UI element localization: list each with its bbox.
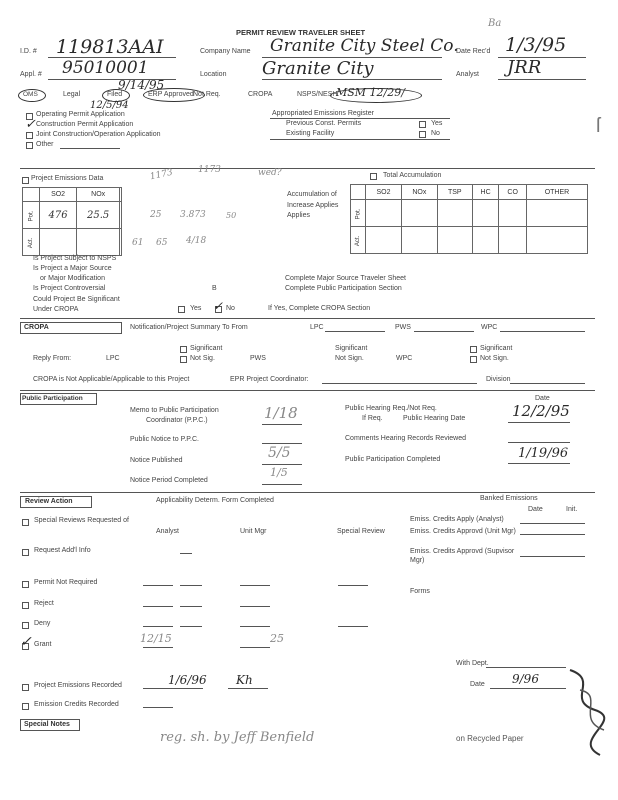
app-type-operating: Operating Permit Application (36, 111, 125, 118)
register-title: Appropriated Emissions Register (272, 110, 374, 117)
question-cropa: Could Project Be Significant Under CROPA (33, 296, 120, 313)
review-emiss-unit: Emiss. Credits Approvd (Unit Mgr) (410, 528, 516, 535)
app-type-joint: Joint Construction/Operation Application (36, 131, 161, 138)
review-grant-hw: 12/15 (140, 632, 172, 645)
review-date-2-value: 9/96 (512, 672, 539, 686)
cropa-lpc: LPC (310, 324, 324, 331)
cropa-not-sig: Not Sig. (190, 355, 215, 362)
form-title: PERMIT REVIEW TRAVELER SHEET (236, 28, 366, 37)
cropa-reply-wpc: WPC (396, 355, 413, 362)
appl-value: 95010001 (62, 58, 149, 78)
cropa-significant-1: Significant (190, 345, 223, 352)
analyst-label: Analyst (456, 71, 479, 78)
review-with-dept: With Dept. (456, 660, 489, 667)
top-right-mark: Ba (488, 18, 502, 29)
cropa-not-sign-1: Not Sign. (335, 355, 364, 362)
controversial-b: B (212, 285, 217, 292)
review-permit-not-req: Permit Not Required (34, 579, 98, 586)
location-value: Granite City (262, 58, 374, 79)
msm-value: MSM 12/29/ (336, 86, 405, 99)
cropa-summary: Notification/Project Summary To From (130, 324, 248, 331)
location-label: Location (200, 71, 227, 78)
cropa-pws: PWS (395, 324, 411, 331)
review-label: Review Action (25, 498, 73, 505)
filed-label: Filed (107, 91, 123, 98)
analyst-value: JRR (507, 57, 542, 78)
cropa-significant-2: Significant (335, 345, 368, 352)
major-result: Complete Major Source Traveler Sheet (285, 275, 406, 282)
filed-date-2: 12/5/94 (90, 100, 129, 111)
review-special-reviews: Special Reviews Requested of (34, 517, 129, 524)
appl-label: Appl. # (20, 71, 42, 78)
cropa-no: No (226, 305, 235, 312)
controversial-result: Complete Public Participation Section (285, 285, 402, 292)
hw-note-6: 65 (156, 238, 168, 248)
register-existing: Existing Facility (286, 130, 335, 137)
review-emiss-supv: Emiss. Credits Approvd (Supvisor Mgr) (410, 548, 515, 564)
review-reject: Reject (34, 600, 54, 607)
cropa-reply-pws: PWS (250, 355, 266, 362)
cropa-not-applicable: CROPA is Not Applicable/Applicable to this Project (33, 376, 190, 383)
review-deny: Deny (34, 620, 51, 627)
hw-note-1: 1173 (149, 167, 174, 183)
total-so2: SO2 (366, 185, 402, 200)
total-accum-label: Total Accumulation (383, 172, 442, 179)
pp-memo-hw: 1/18 (264, 404, 298, 422)
question-major-mod: or Major Modification (40, 275, 105, 282)
review-proj-emiss: Project Emissions Recorded (34, 682, 122, 689)
review-emiss-credits: Emission Credits Recorded (34, 701, 119, 708)
company-value: Granite City Steel Co. (270, 36, 459, 56)
review-date-label: Date (528, 506, 543, 513)
accum-note-1: Accumulation of (287, 191, 337, 198)
id-label: I.D. # (20, 48, 37, 55)
pp-label: Public Participation (22, 395, 83, 402)
cropa-division: Division (486, 376, 511, 383)
review-applicability: Applicability Determ. Form Completed (156, 497, 274, 504)
pp-period-hw: 1/5 (270, 466, 288, 479)
review-forms: Forms (410, 588, 430, 595)
hw-note-5: 50 (226, 211, 237, 220)
review-grant-hw-2: 25 (270, 632, 284, 645)
review-analyst: Analyst (156, 528, 179, 535)
question-controversial: Is Project Controversial (33, 285, 106, 292)
cropa-result: If Yes, Complete CROPA Section (268, 305, 371, 312)
cropa-not-sign-2: Not Sign. (480, 355, 509, 362)
legal-label: Legal (63, 91, 81, 98)
not-req: Not Req. (193, 91, 221, 98)
date-recd-label: Date Rec'd (456, 48, 491, 55)
cropa-significant-3: Significant (480, 345, 513, 352)
signature-scribble (560, 660, 610, 760)
pp-hearing-req: Public Hearing Req./Not Req. (345, 405, 437, 412)
review-banked: Banked Emissions (480, 495, 538, 502)
register-yes: Yes (431, 120, 443, 127)
total-act-label: Act. (355, 235, 361, 246)
app-type-construction: Construction Permit Application (36, 121, 134, 128)
total-co: CO (499, 185, 527, 200)
pp-date-label: Date (535, 395, 550, 402)
pp-completed: Public Participation Completed (345, 456, 441, 463)
project-emissions-label: Project Emissions Data (31, 175, 104, 182)
accum-note-3: Applies (287, 212, 310, 219)
app-type-other: Other (36, 141, 54, 148)
erp-approved: ERP Approved (148, 91, 194, 98)
hw-note-8: 4/18 (186, 236, 207, 246)
review-request-info: Request Add'l Info (34, 547, 91, 554)
question-nsps: Is Project Subject to NSPS (33, 255, 117, 262)
pot-so2: 476 (40, 202, 77, 229)
hw-note-2: wed? (258, 168, 282, 178)
pp-date-value: 12/2/95 (512, 402, 570, 420)
id-value: 119813AAI (56, 36, 164, 58)
pp-if-req: If Req. (362, 415, 383, 422)
pollutant-nox: NOx (77, 188, 120, 202)
pot-nox: 25.5 (77, 202, 120, 229)
pp-coordinator: Coordinator (P.P.C.) (146, 417, 208, 424)
review-special-review: Special Review (337, 528, 385, 535)
pp-notice-published: Notice Published (130, 457, 183, 464)
pp-notice-period: Notice Period Completed (130, 477, 208, 484)
pp-published-hw: 5/5 (268, 445, 291, 461)
review-date-2: Date (470, 681, 485, 688)
pp-memo: Memo to Public Participation (130, 407, 219, 414)
nsps-nesh: NSPS/NESH (297, 91, 338, 98)
cropa-yes: Yes (190, 305, 202, 312)
filed-date: 9/14/95 (118, 78, 165, 92)
review-grant: Grant (34, 641, 52, 648)
recycled-note: on Recycled Paper (456, 734, 524, 743)
date-recd-value: 1/3/95 (505, 34, 567, 56)
total-nox: NOx (401, 185, 437, 200)
total-tsp: TSP (437, 185, 472, 200)
review-unit-mgr: Unit Mgr (240, 528, 267, 535)
cropa-wpc: WPC (481, 324, 498, 331)
cropa-label: CROPA (24, 324, 49, 331)
pp-completed-hw: 1/19/96 (518, 446, 569, 461)
question-major: Is Project a Major Source (33, 265, 112, 272)
review-proj-emiss-hw: 1/6/96 (168, 673, 207, 687)
act-label: Act. (28, 237, 34, 248)
special-notes-hw: reg. sh. by Jeff Benfield (160, 730, 315, 745)
register-no: No (431, 130, 440, 137)
cropa-reply-lpc: LPC (106, 355, 120, 362)
company-label: Company Name (200, 48, 251, 55)
review-emiss-apply: Emiss. Credits Apply (Analyst) (410, 516, 504, 523)
register-previous: Previous Const. Permits (286, 120, 362, 127)
hw-note-3: 25 (150, 210, 162, 220)
hw-note-7: 61 (132, 238, 144, 248)
oms-label: OMS (23, 91, 38, 98)
pp-comments: Comments Hearing Records Reviewed (345, 435, 466, 442)
cropa-coordinator: EPR Project Coordinator: (230, 376, 309, 383)
special-notes-label: Special Notes (24, 721, 70, 728)
total-other: OTHER (526, 185, 587, 200)
total-hc: HC (472, 185, 499, 200)
total-pot-label: Pot. (355, 208, 361, 219)
hw-note-1b: 1173 (198, 165, 221, 175)
pot-label: Pot. (28, 210, 34, 221)
cropa-status: CROPA (248, 91, 273, 98)
pp-notice-to-ppc: Public Notice to P.P.C. (130, 436, 200, 443)
pp-hearing-date: Public Hearing Date (403, 415, 466, 422)
review-proj-emiss-init: Kh (236, 673, 253, 687)
cropa-reply-from: Reply From: (33, 355, 72, 362)
accum-note-2: Increase Applies (287, 202, 339, 209)
hw-note-4: 3.873 (180, 210, 206, 220)
pollutant-so2: SO2 (40, 188, 77, 202)
review-init-label: Init. (566, 506, 578, 513)
